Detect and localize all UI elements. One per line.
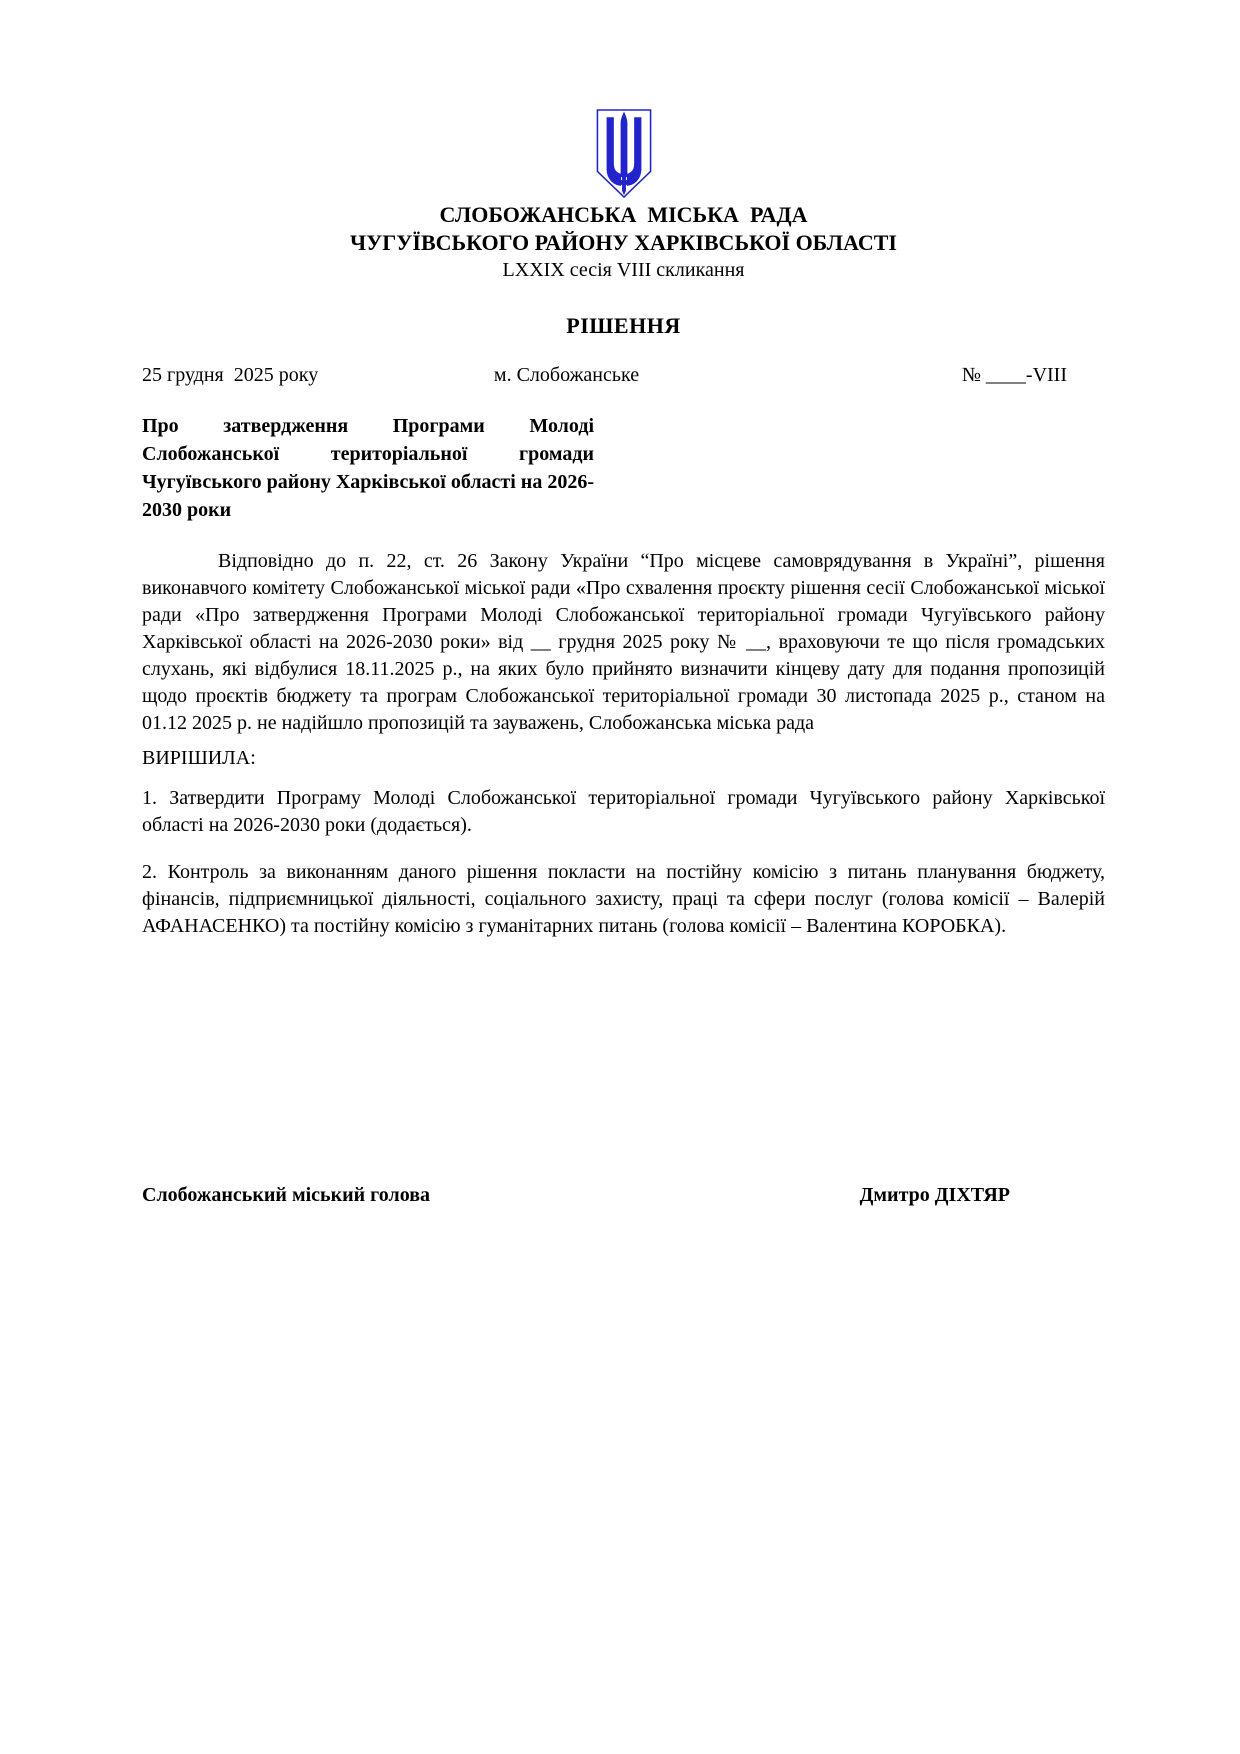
document-date: 25 грудня 2025 року: [142, 364, 319, 386]
district-name: ЧУГУЇВСЬКОГО РАЙОНУ ХАРКІВСЬКОЇ ОБЛАСТІ: [349, 230, 897, 255]
coat-of-arms-icon: [595, 106, 653, 201]
signer-title: Слобожанський міський голова: [142, 1184, 430, 1206]
resolution-item-2: 2. Контроль за виконанням даного рішення покласти на постійну комісію з питань планування бюджету, фінансів, підприємницької діяльності, соціального захисту, праці та сфери послуг (голова комісії – Валерій АФАНАСЕНКО) та постійну комісію з гуманітарних питань (голова комісії – Валентина КОРОБКА).: [142, 861, 1105, 937]
session-info: LXXIX сесія VIII скликання: [502, 259, 745, 281]
document-place: м. Слобожанське: [493, 364, 640, 386]
preamble-paragraph: Відповідно до п. 22, ст. 26 Закону України “Про місцеве самоврядування в Україні”, рішення виконавчого комітету Слобожанської міської ради «Про схвалення проєкту рішення сесії Слобожанської міської ради «Про затвердження Програми Молоді Слобожанської територіальної громади Чугуївського району Харківської області на 2026-2030 роки» від __ грудня 2025 року № __, враховуючи те що після громадських слухань, які відбулися 18.11.2025 р., на яких було прийнято визначити кінцеву дату для подання пропозицій щодо проєктів бюджету та програм Слобожанської територіальної громади 30 листопада 2025 р., станом на 01.12 2025 р. не надійшло пропозицій та зауважень, Слобожанська міська рада: [142, 550, 1105, 734]
subject-title: Про затвердження Програми Молоді Слобожанської територіальної громади Чугуївського району Харківської області на 2026-2030 роки: [142, 415, 594, 521]
signature-row: [142, 1182, 1105, 1209]
resolved-label: ВИРІШИЛА:: [142, 747, 256, 769]
document-type-title: РІШЕННЯ: [566, 313, 681, 338]
dateline: [142, 362, 1105, 389]
document-number: № ____-VIII: [961, 364, 1067, 386]
tryzub-emblem-icon: [595, 106, 653, 201]
council-name: СЛОБОЖАНСЬКА МІСЬКА РАДА: [439, 202, 808, 227]
signer-name: Дмитро ДІХТЯР: [859, 1184, 1010, 1206]
resolution-item-1: 1. Затвердити Програму Молоді Слобожанської територіальної громади Чугуївського району Харківської області на 2026-2030 роки (додається).: [142, 787, 1105, 836]
